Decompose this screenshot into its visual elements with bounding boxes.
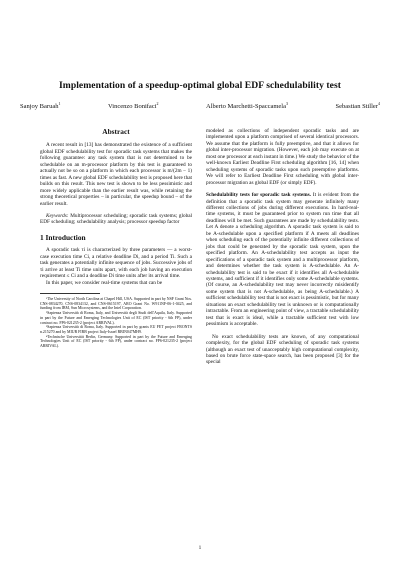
author: Sebastian Stiller$^4$ xyxy=(335,101,380,111)
footnote-rule xyxy=(40,293,100,294)
section-heading: 1 Introduction xyxy=(40,232,86,242)
footnote: ²Sapienza Università di Roma, Italy, and Università degli Studi dell'Aquila, Italy. Supported in part by the Future and Emerging Technologies Unit of EC (IST priority - 6th FP), under contract no. FP6-021235-2 (project ARRIVAL). xyxy=(40,311,192,325)
footnote: ³Sapienza Università di Roma, Italy. Supported in part by grants EU FET project FRONTS n.215270 and by MIUR FIRB project Italy-Israel RBIN047MH9. xyxy=(40,325,192,334)
abstract-text: A recent result in [13] has demonstrated the existence of a sufficient global EDF schedulability test for sporadic task systems that makes the following guarantee: any task system that is not determined to be schedulable on an m-processor platform by this test is guaranteed to actually not be so on a platform in which each processor is m/(2m − 1) times as fast. A new global EDF schedulability test is proposed here that builds on this result. This new test is shown to be less pessimistic and more widely applicable than the earlier result was, while retaining the strong theoretical properties – in particular, the speedup bound – of the earlier result. xyxy=(40,142,192,207)
intro-paragraph: A sporadic task τi is characterized by three parameters — a worst-case execution time Ci, a relative deadline Di, and a period Ti. Such a task generates a potentially infinite sequence of jobs. Successive jobs of τi arrive at least Ti time units apart, with each job having an execution requirement ≤ Ci and a deadline Di time units after its arrival time. xyxy=(40,247,192,280)
body-paragraph: Schedulability tests for sporadic task systems. It is evident from the definition that a sporadic task system may generate infinitely many different collections of jobs during different executions. In hard-real-time systems, it must be guaranteed prior to system run time that all deadlines will be met. Such guarantees are made by schedulability tests. Let A denote a scheduling algorithm. A sporadic task system is said to be A-schedulable upon a specified platform if A meets all deadlines when scheduling each of the potentially infinite different collections of jobs that could be generated by the sporadic task system, upon the specified platform. An A-schedulability test accepts as input the specifications of a sporadic task system and a multiprocessor platform, and determines whether the task system is A-schedulable. An A-schedulability test is said to be exact if it identifies all A-schedulable systems, and sufficient if it identifies only some A-schedulable systems. (Of course, an A-schedulability test may never incorrectly misidentify some system that is not A-schedulable, as being A-schedulable.) A sufficient schedulability test that is not exact is pessimistic, but for many situations an exact schedulability test is unknown or is computationally intractable. From an engineering point of view, a tractable schedulability test that is exact is ideal, while a tractable sufficient test with low pessimism is acceptable. xyxy=(206,192,360,328)
paper-title: Implementation of a speedup-optimal global EDF schedulability test xyxy=(59,80,341,91)
intro-paragraph: In this paper, we consider real-time systems that can be xyxy=(46,279,163,286)
keywords: Keywords: Multiprocessor scheduling; sporadic task systems; global EDF scheduling; schedulability analysis; processor speedup factor xyxy=(40,212,192,226)
author-list xyxy=(20,101,380,110)
footnote: ⁴Technische Universität Berlin, Germany. Supported in part by the Future and Emerging Technologies Unit of EC (IST priority - 6th FP), under contract no. FP6-021235-2 (project ARRIVAL). xyxy=(40,334,192,349)
author: Sanjoy Baruah$^1$ xyxy=(20,101,61,111)
footnote: ¹The University of North Carolina at Chapel Hill, USA. Supported in part by NSF Grant Nos. CNS-0834270, CNS-0834132, and CNS-0615197, ARO Grant No. W911NF-06-1-0425, and funding from IBM, Sun Microsystems, and the Intel Corporation. xyxy=(40,297,192,311)
abstract xyxy=(40,142,192,225)
left-column xyxy=(40,128,192,349)
author: Vincenzo Bonifaci$^2$ xyxy=(107,101,159,111)
abstract-heading: Abstract xyxy=(102,127,130,136)
author: Alberto Marchetti-Spaccamela$^3$ xyxy=(206,101,288,111)
page-number: 1 xyxy=(198,545,202,551)
body-paragraph: No exact schedulability tests are known, of any computational complexity, for the global EDF scheduling of sporadic task systems (although an exact test of unacceptably high computational complexity, based on brute force state-space search, has been proposed [3] for the special xyxy=(206,333,359,366)
right-column xyxy=(206,128,359,366)
body-paragraph: modeled as collections of independent sporadic tasks and are implemented upon a platform comprised of several identical processors. We assume that the platform is fully preemptive, and that it allows for global inter-processor migration. (However, each job may execute on at most one processor at each instant in time.) We study the behavior of the well-known Earliest Deadline First scheduling algorithm [16, 14] when scheduling systems of sporadic tasks upon such preemptive platforms. We will refer to Earliest Deadline First scheduling with global inter-processor migration as global EDF (or simply EDF). xyxy=(206,128,359,186)
